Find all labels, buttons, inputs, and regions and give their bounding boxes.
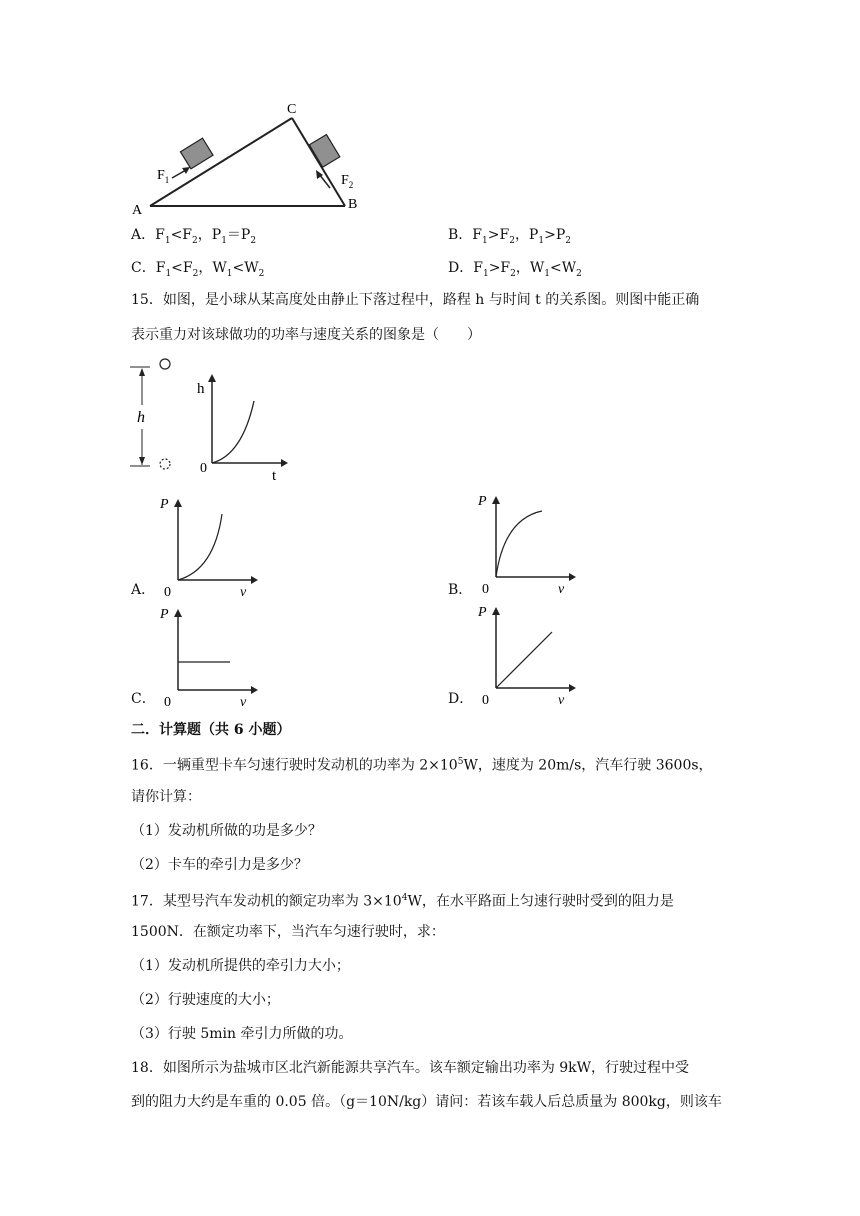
q17-sub-3: （3）行驶 5min 牵引力所做的功。 (131, 1026, 353, 1042)
option-d: D．$F_1>F_2$，$W_1<W_2$ (448, 260, 582, 279)
q16-sub-2: （2）卡车的牵引力是多少？ (131, 857, 308, 873)
block-1 (180, 138, 213, 169)
graph-b-y-label: P (478, 494, 487, 509)
option-c: C．$F_1<F_2$，$W_1<W_2$ (131, 260, 265, 279)
incline-figure (120, 100, 380, 220)
block-2 (309, 135, 340, 168)
q16-line-2: 请你计算： (131, 789, 201, 805)
q18-line-2: 到的阻力大约是车重的 0.05 倍。（g＝10N/kg）请问：若该车载人后总质量为 800kg，则该车 (131, 1094, 722, 1110)
graph-d-letter: D． (448, 691, 474, 707)
h-axis-label: h (197, 381, 205, 397)
graph-d (468, 598, 588, 708)
q18-line-1: 18．如图所示为盐城市区北汽新能源共享汽车。该车额定输出功率为 9kW，行驶过程中受 (131, 1060, 690, 1076)
graph-a-origin: 0 (164, 585, 171, 600)
q15-line-2: 表示重力对该球做功的功率与速度关系的图象是（ ） (131, 327, 481, 343)
q17-sub-1: （1）发动机所提供的牵引力大小； (131, 958, 350, 974)
q17-sub-2: （2）行驶速度的大小； (131, 992, 280, 1008)
q17-line-1: 17．某型号汽车发动机的额定功率为 $3\times 10^4W$，在水平路面上匀速行驶时受到的阻力是 (131, 893, 674, 910)
vertex-a-label: A (132, 203, 143, 218)
graph-b-letter: B． (448, 582, 473, 598)
graph-c-y-label: P (160, 607, 169, 622)
vertex-c-label: C (287, 102, 297, 117)
vertex-b-label: B (348, 197, 358, 212)
force-f2-label: $F_2$ (341, 173, 354, 190)
graph-c-origin: 0 (164, 695, 171, 710)
graph-d-x-label: v (558, 693, 565, 708)
option-b: B．$F_1>F_2$，$P_1>P_2$ (448, 227, 571, 246)
q16-line-1: 16．一辆重型卡车匀速行驶时发动机的功率为 $2\times 10^5W$，速度为 20m/s，汽车行驶 3600s， (131, 757, 713, 774)
graph-c (150, 600, 270, 710)
graph-d-y-label: P (478, 605, 487, 620)
q17-line-2: 1500N．在额定功率下，当汽车匀速行驶时，求： (131, 924, 445, 940)
q15-line-1: 15．如图，是小球从某高度处由静止下落过程中，路程 h 与时间 t 的关系图。则图中能正确 (131, 292, 700, 308)
h-marker: h (137, 409, 145, 426)
falling-ball-figure (120, 355, 300, 485)
graph-a-y-label: P (160, 497, 169, 512)
origin-label: 0 (200, 461, 207, 476)
option-a: A．$F_1<F_2$，$P_1=P_2$ (131, 227, 257, 246)
graph-a-x-label: v (240, 585, 247, 600)
section-title: 二．计算题（共 6 小题） (131, 722, 291, 738)
graph-b-origin: 0 (482, 582, 489, 597)
graph-c-x-label: v (240, 695, 247, 710)
graph-b-x-label: v (558, 582, 565, 597)
graph-b (468, 487, 588, 597)
force-f1-label: $F_1$ (157, 168, 170, 185)
t-axis-label: t (272, 468, 277, 484)
q16-sub-1: （1）发动机所做的功是多少？ (131, 823, 322, 839)
graph-d-origin: 0 (482, 693, 489, 708)
graph-a-letter: A． (131, 582, 156, 598)
graph-c-letter: C． (131, 691, 156, 707)
graph-a (150, 490, 270, 600)
